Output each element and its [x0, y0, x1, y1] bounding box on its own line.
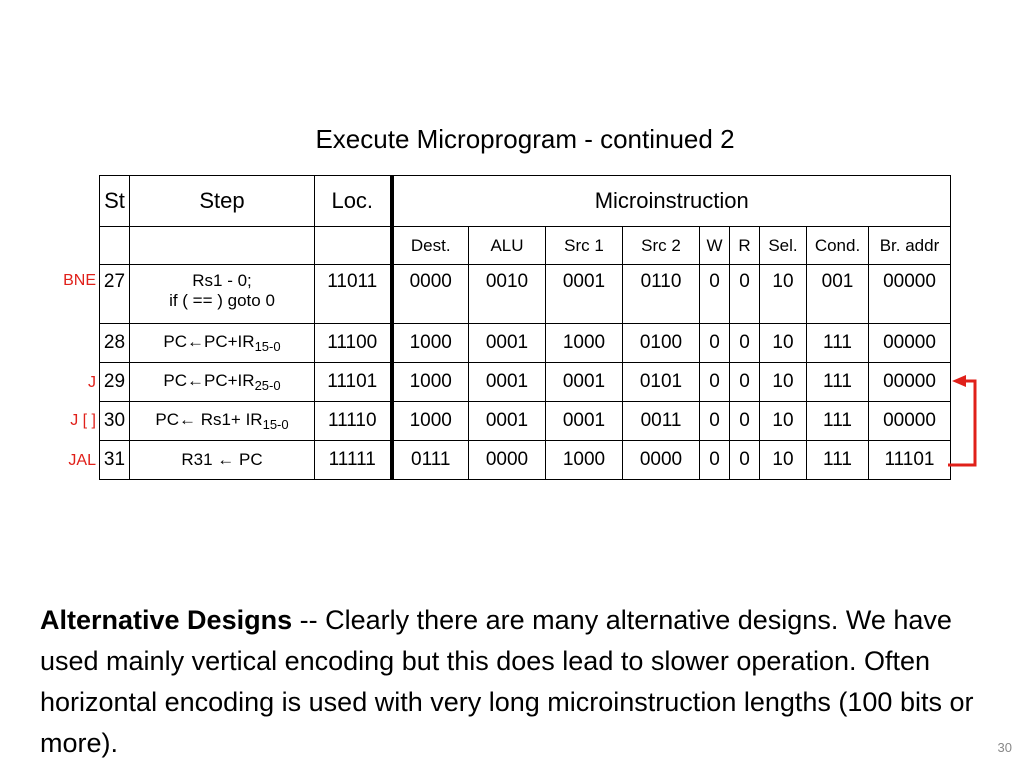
cell-r: 0 [730, 324, 760, 363]
body-paragraph [40, 600, 990, 764]
subheader-src2: Src 2 [623, 227, 700, 265]
cell-br-addr: 11101 [869, 441, 951, 480]
row-tag-jal: JAL [68, 452, 96, 469]
cell-loc: 11110 [315, 402, 392, 441]
cell-sel: 10 [760, 265, 807, 324]
cell-w: 0 [700, 265, 730, 324]
cell-src1: 1000 [546, 324, 623, 363]
subheader-src1: Src 1 [546, 227, 623, 265]
cell-cond: 001 [807, 265, 869, 324]
cell-alu: 0000 [469, 441, 546, 480]
cell-src2: 0110 [623, 265, 700, 324]
header-loc: Loc. [315, 176, 392, 227]
subheader-br-addr: Br. addr [869, 227, 951, 265]
cell-loc: 11011 [315, 265, 392, 324]
cell-src1: 0001 [546, 265, 623, 324]
cell-br-addr: 00000 [869, 265, 951, 324]
header-st: St [100, 176, 130, 227]
cell-dest: 0000 [392, 265, 469, 324]
cell-r: 0 [730, 265, 760, 324]
cell-step: Rs1 - 0; if ( == ) goto 0 [130, 265, 315, 324]
cell-step: $PC\leftarrow PC+IR_{25-0}$ [130, 363, 315, 402]
cell-sel: 10 [760, 441, 807, 480]
cell-step: PC← $Rs1+ IR_{15-0}$ [130, 402, 315, 441]
slide-title: Execute Microprogram - continued 2 [315, 124, 735, 154]
cell-w: 0 [700, 324, 730, 363]
cell-r: 0 [730, 402, 760, 441]
cell-st: 30 [100, 402, 130, 441]
subheader-r: R [730, 227, 760, 265]
row-tag-bne: BNE [63, 272, 96, 289]
cell-dest: 1000 [392, 324, 469, 363]
cell-src1: 0001 [546, 402, 623, 441]
cell-st: 28 [100, 324, 130, 363]
cell-r: 0 [730, 363, 760, 402]
cell-src1: 1000 [546, 441, 623, 480]
cell-dest: 1000 [392, 402, 469, 441]
header-microinstruction: Microinstruction [392, 176, 951, 227]
cell-w: 0 [700, 441, 730, 480]
subheader-dest: Dest. [392, 227, 469, 265]
cell-r: 0 [730, 441, 760, 480]
cell-st: 31 [100, 441, 130, 480]
cell-src2: 0011 [623, 402, 700, 441]
subheader-w: W [700, 227, 730, 265]
cell-sel: 10 [760, 324, 807, 363]
cell-loc: 11101 [315, 363, 392, 402]
subheader-cond: Cond. [807, 227, 869, 265]
cell-dest: 1000 [392, 363, 469, 402]
subheader-alu: ALU [469, 227, 546, 265]
cell-w: 0 [700, 363, 730, 402]
cell-step: R31 ← PC [130, 441, 315, 480]
cell-sel: 10 [760, 363, 807, 402]
cell-st: 27 [100, 265, 130, 324]
cell-step: $PC\leftarrow PC+IR_{15-0}$ [130, 324, 315, 363]
cell-loc: 11100 [315, 324, 392, 363]
body-text: -- Clearly there are many alternative designs. We have used mainly vertical encoding but this does lead to slower operation. Often horizontal encoding is used with very long microinstruction lengths (100 bits or more). [40, 605, 974, 758]
cell-src2: 0000 [623, 441, 700, 480]
cell-src2: 0100 [623, 324, 700, 363]
branch-arrow-line [948, 381, 975, 465]
subheader-sel: Sel. [760, 227, 807, 265]
cell-br-addr: 00000 [869, 402, 951, 441]
cell-loc: 11111 [315, 441, 392, 480]
cell-cond: 111 [807, 402, 869, 441]
cell-sel: 10 [760, 402, 807, 441]
cell-src2: 0101 [623, 363, 700, 402]
header-step: Step [130, 176, 315, 227]
cell-br-addr: 00000 [869, 324, 951, 363]
cell-cond: 111 [807, 363, 869, 402]
cell-cond: 111 [807, 441, 869, 480]
row-tag-j-indexed: J [ ] [70, 412, 96, 429]
row-tag-j: J [88, 374, 96, 391]
cell-cond: 111 [807, 324, 869, 363]
cell-src1: 0001 [546, 363, 623, 402]
page-number: 30 [997, 740, 1012, 755]
cell-dest: 0111 [392, 441, 469, 480]
cell-alu: 0001 [469, 402, 546, 441]
cell-alu: 0001 [469, 363, 546, 402]
cell-st: 29 [100, 363, 130, 402]
body-bold-lead: Alternative Designs [40, 605, 293, 635]
cell-br-addr: 00000 [869, 363, 951, 402]
branch-arrow-head [952, 375, 966, 387]
cell-alu: 0001 [469, 324, 546, 363]
cell-alu: 0010 [469, 265, 546, 324]
cell-w: 0 [700, 402, 730, 441]
